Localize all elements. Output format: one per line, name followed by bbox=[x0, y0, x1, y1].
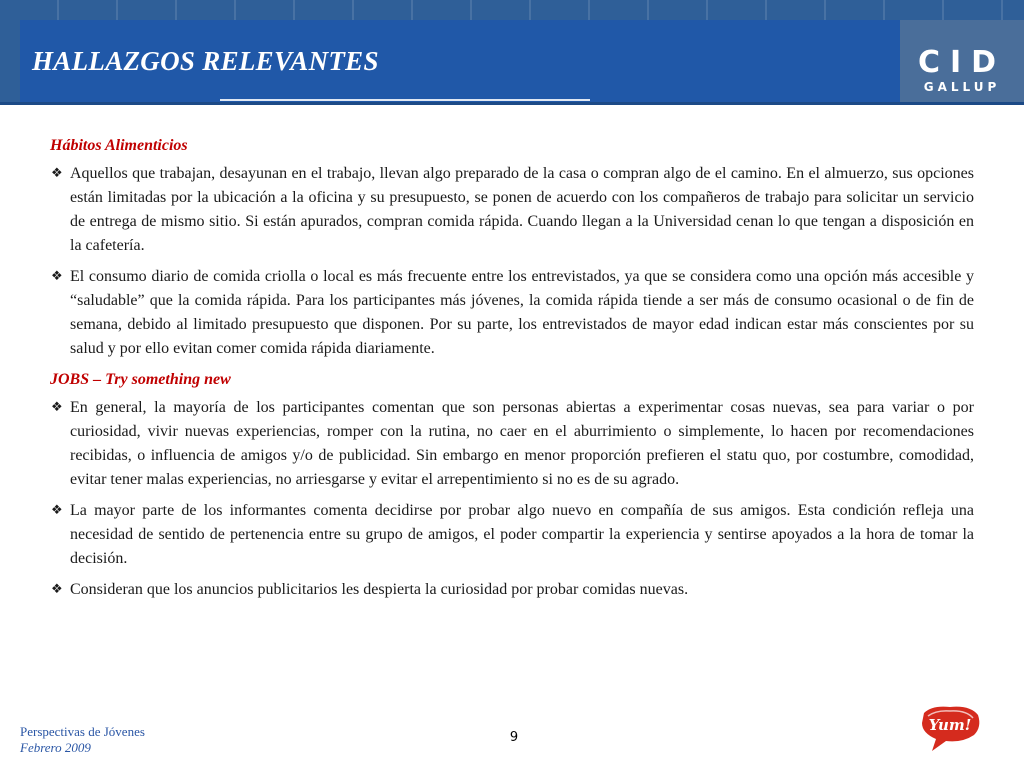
bullet-text: Consideran que los anuncios publicitarios les despierta la curiosidad por probar comidas nuevas. bbox=[70, 581, 689, 598]
logo-gallup-text: GALLUP bbox=[923, 80, 1001, 94]
section-jobs bbox=[50, 368, 974, 602]
bullet-list bbox=[50, 396, 974, 602]
slide-content bbox=[50, 134, 974, 609]
logo-cid-text: CID bbox=[917, 45, 1007, 80]
section-heading: JOBS – Try something new bbox=[50, 371, 231, 388]
bullet-item bbox=[50, 499, 974, 571]
slide-header bbox=[0, 0, 1024, 105]
header-divider bbox=[220, 99, 590, 101]
bullet-item bbox=[50, 265, 974, 361]
diamond-bullet-icon: ❖ bbox=[51, 166, 63, 181]
bullet-text: Aquellos que trabajan, desayunan en el trabajo, llevan algo preparado de la casa o compran algo de el camino. En el almuerzo, sus opciones están limitadas por la ubicación a la oficina y su presupuesto, se ponen de acuerdo con los compañeros de trabajo para solicitar un servicio de entrega de mismo sitio. Si están apurados, compran comida rápida. Cuando llegan a la Universidad cenan lo que tengan a disposición en la cafetería. bbox=[70, 165, 974, 254]
footer-date: Febrero 2009 bbox=[20, 740, 91, 755]
header-grid-pattern bbox=[0, 0, 1024, 22]
yum-logo-icon bbox=[918, 703, 982, 753]
footer-report-title: Perspectivas de Jóvenes bbox=[20, 724, 145, 739]
yum-logo-text: Yum! bbox=[928, 716, 972, 734]
bullet-item bbox=[50, 578, 974, 602]
slide-title: HALLAZGOS RELEVANTES bbox=[32, 46, 379, 76]
bullet-item bbox=[50, 162, 974, 258]
diamond-bullet-icon: ❖ bbox=[51, 582, 63, 597]
section-habitos bbox=[50, 134, 974, 361]
page-number: 9 bbox=[509, 730, 519, 745]
diamond-bullet-icon: ❖ bbox=[51, 269, 63, 284]
diamond-bullet-icon: ❖ bbox=[51, 503, 63, 518]
bullet-text: El consumo diario de comida criolla o local es más frecuente entre los entrevistados, ya que se considera como una opción más accesible y “saludable” que la comida rápida. Para los participantes más jóvenes, la comida rápida tiende a ser más de consumo ocasional o de fin de semana, debido al limitado presupuesto que disponen. Por su parte, los entrevistados de mayor edad indican estar más conscientes por su salud y por ello evitan comer comida rápida diariamente. bbox=[70, 268, 974, 357]
bullet-item bbox=[50, 396, 974, 492]
slide-footer bbox=[20, 724, 145, 756]
bullet-text: La mayor parte de los informantes comenta decidirse por probar algo nuevo en compañía de sus amigos. Esta condición refleja una necesidad de sentido de pertenencia entre su grupo de amigos, el poder compartir la experiencia y sentirse apoyados a la hora de tomar la decisión. bbox=[70, 502, 974, 567]
diamond-bullet-icon: ❖ bbox=[51, 400, 63, 415]
cid-gallup-logo bbox=[900, 20, 1024, 102]
bullet-text: En general, la mayoría de los participantes comentan que son personas abiertas a experimentar cosas nuevas, sea para variar o por curiosidad, vivir nuevas experiencias, romper con la rutina, no caer en el aburrimiento o simplemente, lo hacen por recomendaciones recibidas, o influencia de amigos y/o de publicidad. Sin embargo en menor proporción prefieren el statu quo, por costumbre, comodidad, evitar tener malas experiencias, no arriesgarse y evitar el arrepentimiento si no es de su agrado. bbox=[70, 399, 974, 488]
section-heading: Hábitos Alimenticios bbox=[50, 137, 188, 154]
bullet-list bbox=[50, 162, 974, 361]
